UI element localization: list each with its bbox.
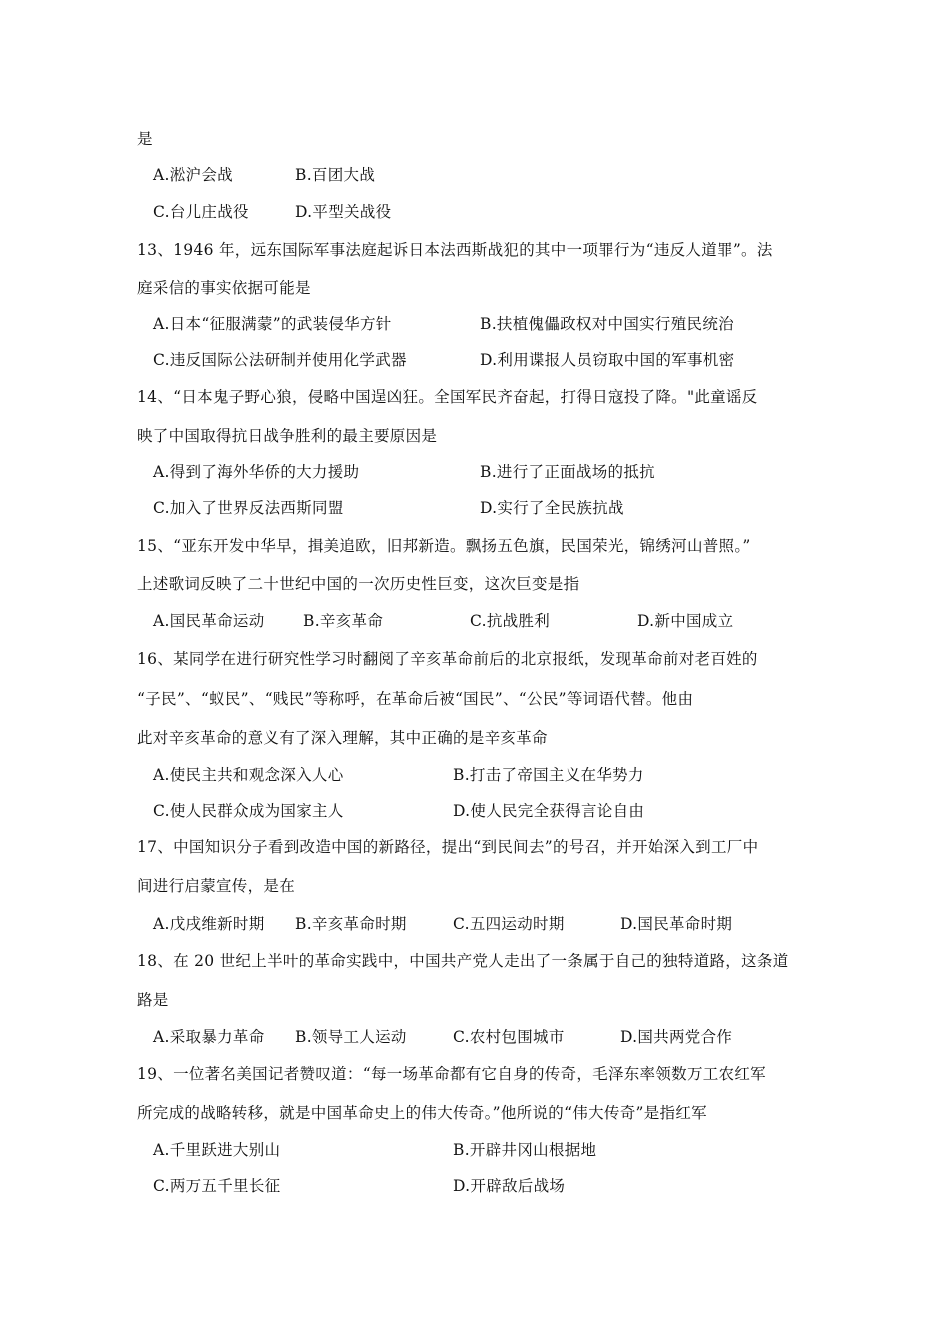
q19-option-b: B.开辟井冈山根据地 — [453, 1141, 597, 1159]
q18-option-b: B.领导工人运动 — [295, 1028, 407, 1046]
q15-stem-line-2: 上述歌词反映了二十世纪中国的一次历史性巨变，这次巨变是指 — [137, 575, 580, 593]
q14-stem-line-1: 14、“日本鬼子野心狼，侵略中国逞凶狂。全国军民齐奋起，打得日寇投了降。"此童谣反 — [137, 388, 758, 406]
q14-option-a: A.得到了海外华侨的大力援助 — [153, 463, 360, 481]
q15-option-b: B.辛亥革命 — [303, 612, 384, 630]
q19-option-c: C.两万五千里长征 — [153, 1177, 281, 1195]
q17-option-c: C.五四运动时期 — [453, 915, 565, 933]
q14-option-c: C.加入了世界反法西斯同盟 — [153, 499, 344, 517]
q15-stem-line-1: 15、“亚东开发中华早，揖美追欧，旧邦新造。飘扬五色旗，民国荣光，锦绣河山普照。” — [137, 537, 751, 555]
q16-stem-line-3: 此对辛亥革命的意义有了深入理解，其中正确的是辛亥革命 — [137, 729, 548, 747]
q19-stem-line-2: 所完成的战略转移，就是中国革命史上的伟大传奇。”他所说的“伟大传奇”是指红军 — [137, 1104, 707, 1122]
q12-option-d: D.平型关战役 — [295, 203, 392, 221]
q16-option-b: B.打击了帝国主义在华势力 — [453, 766, 644, 784]
q17-option-d: D.国民革命时期 — [620, 915, 733, 933]
q16-option-c: C.使人民群众成为国家主人 — [153, 802, 344, 820]
q17-option-a: A.戊戌维新时期 — [153, 915, 265, 933]
q18-stem-line-1: 18、在 20 世纪上半叶的革命实践中，中国共产党人走出了一条属于自己的独特道路，这条道 — [137, 952, 789, 970]
q13-option-a: A.日本“征服满蒙”的武装侵华方针 — [153, 315, 392, 333]
q19-stem-line-1: 19、一位著名美国记者赞叹道：“每一场革命都有它自身的传奇，毛泽东率领数万工农红军 — [137, 1065, 766, 1083]
q17-option-b: B.辛亥革命时期 — [295, 915, 407, 933]
q19-option-a: A.千里跃进大别山 — [153, 1141, 281, 1159]
q13-option-b: B.扶植傀儡政权对中国实行殖民统治 — [480, 315, 734, 333]
q19-option-d: D.开辟敌后战场 — [453, 1177, 566, 1195]
q15-option-a: A.国民革命运动 — [153, 612, 265, 630]
q12-option-b: B.百团大战 — [295, 166, 376, 184]
q12-option-c: C.台儿庄战役 — [153, 203, 249, 221]
q18-stem-line-2: 路是 — [137, 991, 169, 1009]
q14-option-d: D.实行了全民族抗战 — [480, 499, 624, 517]
q17-stem-line-2: 间进行启蒙宣传，是在 — [137, 877, 296, 895]
q18-option-c: C.农村包围城市 — [453, 1028, 565, 1046]
q12-option-a: A.淞沪会战 — [153, 166, 233, 184]
q15-option-c: C.抗战胜利 — [470, 612, 551, 630]
q13-option-c: C.违反国际公法研制并使用化学武器 — [153, 351, 407, 369]
q14-option-b: B.进行了正面战场的抵抗 — [480, 463, 655, 481]
q13-option-d: D.利用谍报人员窃取中国的军事机密 — [480, 351, 735, 369]
q14-stem-line-2: 映了中国取得抗日战争胜利的最主要原因是 — [137, 427, 438, 445]
q17-stem-line-1: 17、中国知识分子看到改造中国的新路径，提出“到民间去”的号召，并开始深入到工厂中 — [137, 838, 759, 856]
q13-stem-line-1: 13、1946 年，远东国际军事法庭起诉日本法西斯战犯的其中一项罪行为“违反人道罪”。法 — [137, 241, 773, 259]
q16-option-d: D.使人民完全获得言论自由 — [453, 802, 645, 820]
q15-option-d: D.新中国成立 — [637, 612, 734, 630]
question-12-stem-end: 是 — [137, 130, 153, 148]
q13-stem-line-2: 庭采信的事实依据可能是 — [137, 279, 311, 297]
q16-stem-line-2: “子民”、“蚁民”、“贱民”等称呼，在革命后被“国民”、“公民”等词语代替。他由 — [137, 690, 694, 708]
q16-stem-line-1: 16、某同学在进行研究性学习时翻阅了辛亥革命前后的北京报纸，发现革命前对老百姓的 — [137, 650, 758, 668]
q18-option-a: A.采取暴力革命 — [153, 1028, 265, 1046]
q16-option-a: A.使民主共和观念深入人心 — [153, 766, 344, 784]
q18-option-d: D.国共两党合作 — [620, 1028, 733, 1046]
